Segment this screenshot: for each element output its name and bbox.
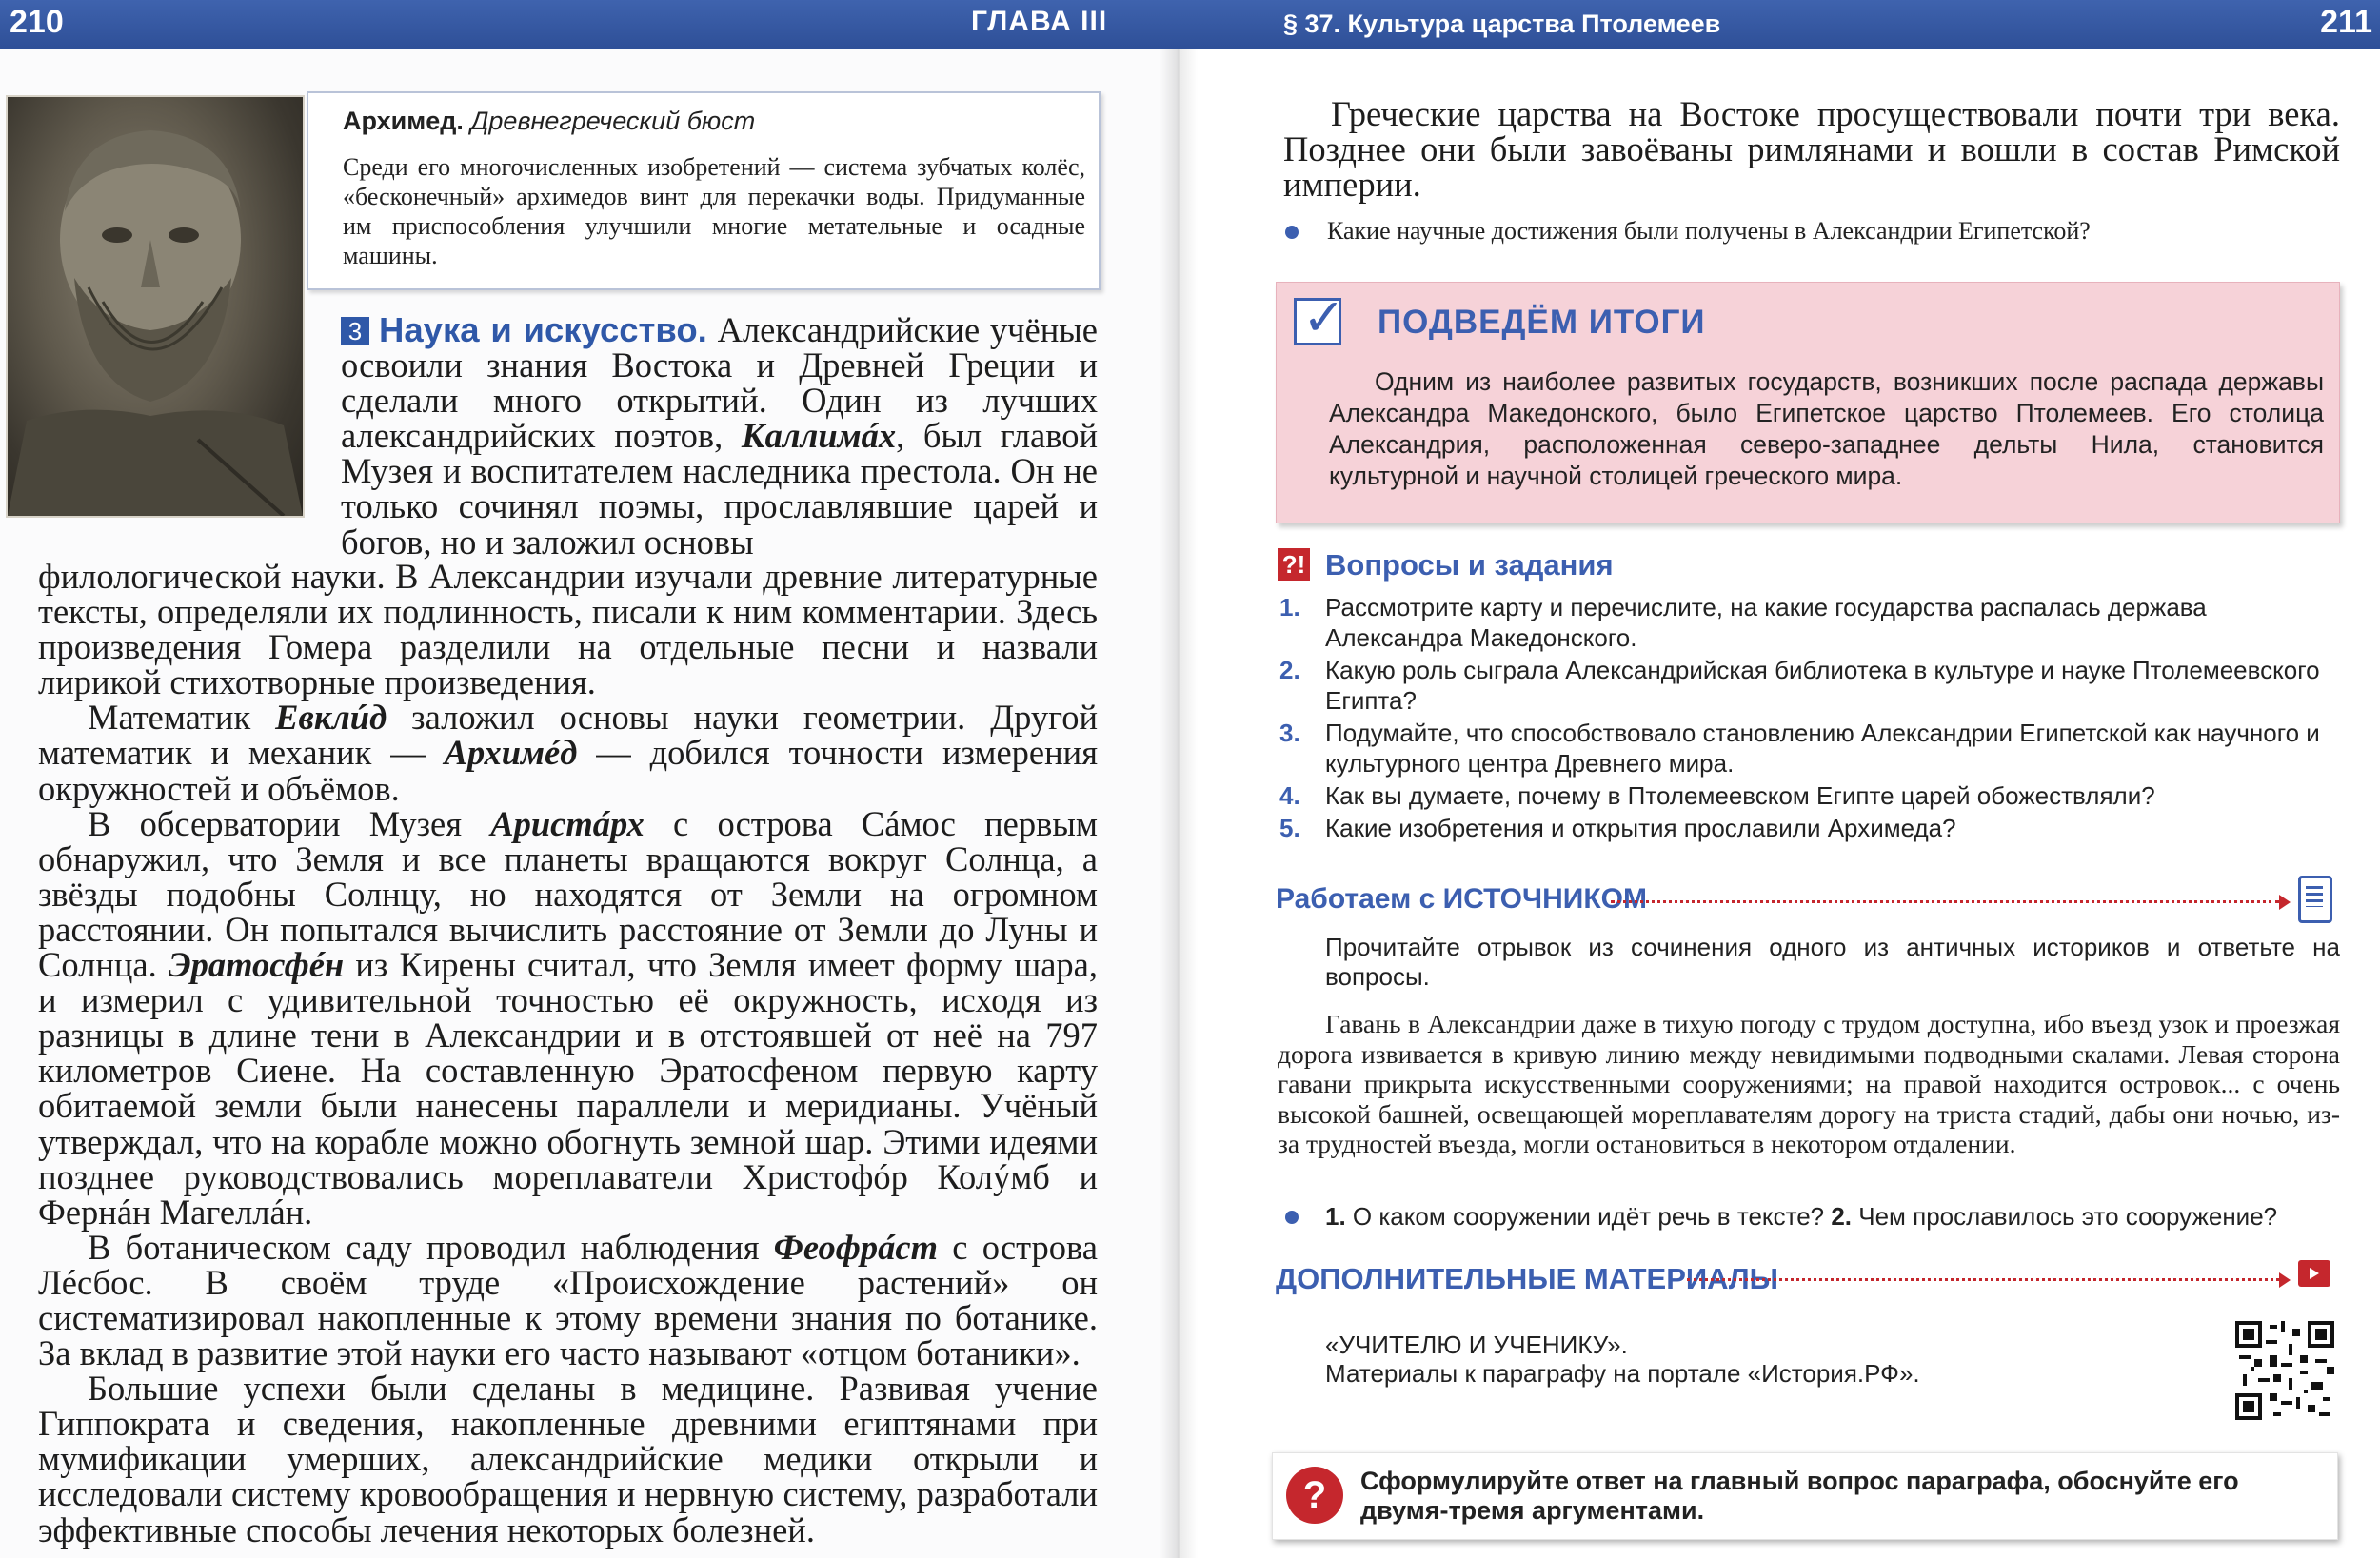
question-item (1278, 718, 2340, 779)
arrow-right-icon (2279, 895, 2291, 910)
question-number: 3. (1279, 719, 1300, 747)
question-text: Как вы думаете, почему в Птолемеевском Египте царей обожествляли? (1325, 781, 2155, 810)
caption-title (343, 107, 755, 136)
section-3-body (38, 559, 1098, 1548)
person-name: Каллимáх (741, 416, 897, 456)
summary-box (1276, 282, 2340, 523)
intro-paragraph: Греческие царства на Востоке просуществовали почти три века. Позднее они были завоёваны римлянами и вошли в состав Римской империи. (1283, 94, 2340, 204)
questions-icon: ?! (1278, 548, 1310, 581)
person-name: Евклúд (275, 698, 387, 738)
extra-materials-title: ДОПОЛНИТЕЛЬНЫЕ МАТЕРИАЛЫ (1276, 1262, 1779, 1295)
question-item (1278, 813, 2340, 843)
source-questions (1325, 1202, 2277, 1232)
source-q2-number: 2. (1831, 1202, 1853, 1231)
person-name: Архимéд (444, 733, 578, 773)
extra-line-2[interactable]: Материалы к параграфу на портале «История.РФ». (1325, 1359, 1920, 1388)
question-number: 2. (1279, 656, 1300, 684)
bust-illustration (8, 97, 303, 516)
intro-question: Какие научные достижения были получены в Александрии Египетской? (1327, 217, 2091, 245)
person-name: Эратосфéн (168, 945, 345, 985)
source-instruction: Прочитайте отрывок из сочинения одного из античных историков и ответьте на вопросы. (1325, 933, 2340, 991)
source-title: Работаем с ИСТОЧНИКОМ (1276, 883, 1647, 915)
paragraph-text: Математик (88, 698, 276, 738)
source-quote: Гавань в Александрии даже в тихую погоду с трудом доступна, ибо въезд узок и проезжая дорога извивается в кривую линию между невидимыми подводными скалами. Левая сторона гавани прикрыта искусственными сооружениями; на правой находится островок... с очень высокой башней, освещающей мореплавателям дорогу на триста стадий, дабы они ночью, из-за трудностей въезда, могли остановиться в некотором отдалении. (1278, 1009, 2340, 1158)
paragraph-text: с острова Лéсбос. В своём труде «Происхождение растений» он систематизировал накопленные к этому времени знания по ботанике. За вклад в развитие этой науки его часто называют «отцом ботаники». (38, 1227, 1098, 1373)
paragraph-text: , был главой Музея и воспитателем наследника престола. Он не только сочинял поэмы, прославлявшие царей и богов, но и заложил основы (341, 416, 1099, 562)
book-gutter (1160, 0, 1198, 1558)
question-number: 1. (1279, 593, 1300, 621)
paragraph-text: заложил основы науки геометрии. Другой математик и механик — (38, 698, 1098, 773)
left-header-band (0, 0, 1179, 49)
summary-title: ПОДВЕДЁМ ИТОГИ (1378, 304, 1706, 341)
check-icon: ✓ (1294, 298, 1341, 345)
archimedes-bust-image (6, 95, 305, 518)
paragraph: филологической науки. В Александрии изучали древние литературные тексты, определяли их подлинность, писали к ним комментарии. Здесь произведения Гомера разделили на отдельные песни и назвали лирикой стихотворные произведения. (38, 557, 1098, 702)
question-item (1278, 780, 2340, 811)
paragraph-text: с острова Сáмос первым обнаружил, что Земля и все планеты вращаются вокруг Солнца, а звёзды подобны Солнцу, но находятся от Земли на огромном расстоянии. Он попытался вычислить расстояние от Земли до Луны и Солнца. (38, 803, 1098, 985)
person-name: Аристáрх (490, 803, 645, 843)
paragraph-text: Александрийские учёные освоили знания Востока и Древней Греции и сделали много открытий. Один из лучших александрийских поэтов, (341, 310, 1098, 456)
section-number-badge: 3 (341, 317, 369, 345)
right-header-band (1179, 0, 2380, 49)
extra-line-1: «УЧИТЕЛЮ И УЧЕНИКУ». (1325, 1331, 1628, 1359)
questions-title: Вопросы и задания (1325, 548, 1614, 582)
source-q1-text: О каком сооружении идёт речь в тексте? (1345, 1202, 1832, 1231)
main-question-box (1272, 1452, 2338, 1540)
caption-box (307, 91, 1101, 290)
paragraph-text: В ботаническом саду проводил наблюдения (88, 1227, 774, 1267)
caption-name: Архимед. (343, 107, 464, 135)
question-number: 4. (1279, 781, 1300, 810)
source-dotted-line (1611, 900, 2279, 903)
question-text: Какую роль сыграла Александрийская библиотека в культуре и науке Птолемеевского Египта? (1325, 656, 2320, 715)
chapter-title: ГЛАВА III (971, 6, 1108, 37)
question-text: Подумайте, что способствовало становлению Александрии Египетской как научного и культурного центра Древнего мира. (1325, 719, 2320, 778)
bullet-dot (1285, 1211, 1299, 1224)
question-item (1278, 655, 2340, 716)
section-heading: Наука и искусство. (379, 310, 707, 349)
monitor-play-icon (2298, 1260, 2330, 1287)
paragraph: Большие успехи были сделаны в медицине. Развивая учение Гиппократа и сведения, накопленные древними египтянами при мумификации умерших, александрийские медики открыли и исследовали систему кровообращения и нервную систему, разработали эффективные способы лечения некоторых болезней. (38, 1369, 1098, 1549)
paragraph-text: из Кирены считал, что Земля имеет форму шара, и измерил с удивительной точностью её окружность, исходя из разницы в длине тени в Александрии и в отстоявшей от неё на 797 километров Сиене. На составленную Эратосфеном первую карту обитаемой земли были нанесены параллели и меридианы. Учёный утверждал, что на корабле можно обогнуть земной шар. Этими идеями позднее руководствовались мореплаватели Христофóр Колýмб и Фернáн Магеллáн. (38, 945, 1098, 1232)
paragraph (38, 1227, 1098, 1373)
summary-text: Одним из наиболее развитых государств, возникших после распада державы Александра Македонского, было Египетское царство Птолемеев. Его столица Александрия, расположенная северо-западнее дельты Нила, становится культурной и научной столицей греческого мира. (1329, 367, 2324, 490)
paragraph (38, 803, 1098, 1232)
source-q2-text: Чем прославилось это сооружение? (1852, 1202, 2278, 1231)
scroll-icon (2298, 876, 2332, 923)
questions-list (1278, 592, 2340, 845)
source-q1-number: 1. (1325, 1202, 1346, 1231)
bullet-dot (1285, 226, 1299, 239)
qr-code-graphic (2235, 1321, 2334, 1420)
caption-subtitle: Древнегреческий бюст (470, 107, 756, 135)
question-text: Какие изобретения и открытия прославили Архимеда? (1325, 814, 1956, 842)
question-item (1278, 592, 2340, 653)
qr-code[interactable] (2235, 1321, 2334, 1420)
section-title: § 37. Культура царства Птолемеев (1283, 10, 1721, 38)
paragraph-text: — добился точности измерения окружностей и объёмов. (38, 733, 1098, 808)
arrow-right-icon (2279, 1272, 2291, 1288)
paragraph-text: В обсерватории Музея (88, 803, 491, 843)
question-mark-icon: ? (1286, 1467, 1343, 1524)
question-text: Рассмотрите карту и перечислите, на какие государства распалась держава Александра Македонского. (1325, 593, 2207, 652)
question-number: 5. (1279, 814, 1300, 842)
main-question-text: Сформулируйте ответ на главный вопрос параграфа, обоснуйте его двумя-тремя аргументами. (1360, 1467, 2239, 1525)
paragraph (38, 698, 1098, 808)
left-page-number: 210 (10, 4, 64, 40)
extra-dotted-line (1687, 1278, 2279, 1281)
caption-text: Среди его многочисленных изобретений — система зубчатых колёс, «бесконечный» архимедов винт для перекачки воды. Придуманные им приспособления улучшили многие метательные и осадные машины. (343, 153, 1085, 269)
person-name: Феофрáст (773, 1227, 939, 1267)
section-3-intro (341, 312, 1098, 560)
right-page-number: 211 (2320, 4, 2372, 40)
